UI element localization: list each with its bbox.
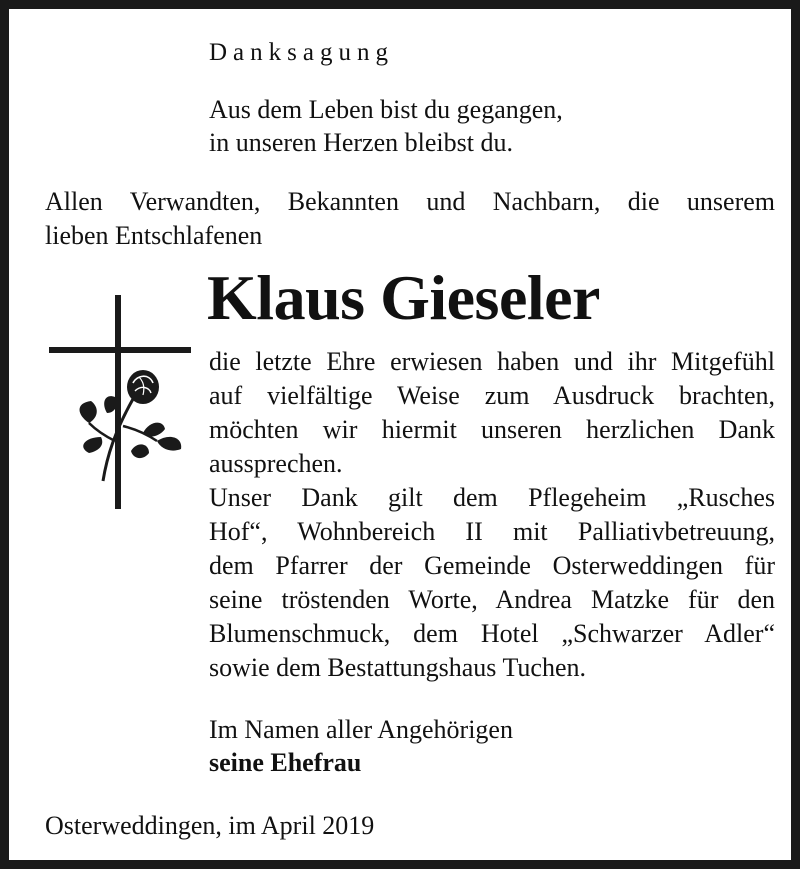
body-text bbox=[209, 345, 775, 685]
body-line: aussprechen. bbox=[209, 449, 343, 478]
body-line: möchten wir hiermit unseren herzlichen Dank bbox=[209, 415, 775, 444]
intro-text bbox=[45, 185, 775, 253]
body-line: auf vielfältige Weise zum Ausdruck brachten, bbox=[209, 381, 775, 410]
body-line: sowie dem Bestattungshaus Tuchen. bbox=[209, 653, 586, 682]
intro-line-1: Allen Verwandten, Bekannten und Nachbarn, die unserem bbox=[45, 187, 775, 216]
deceased-name: Klaus Gieseler bbox=[207, 262, 600, 333]
verse bbox=[209, 93, 563, 159]
signature: seine Ehefrau bbox=[209, 748, 362, 777]
body-line: seine tröstenden Worte, Andrea Matzke für den bbox=[209, 585, 775, 614]
body-line: die letzte Ehre erwiesen haben und ihr Mitgefühl bbox=[209, 347, 775, 376]
body-line: Hof“, Wohnbereich II mit Palliativbetreuung, bbox=[209, 517, 775, 546]
intro-line-2: lieben Entschlafenen bbox=[45, 221, 263, 250]
body-line: Blumenschmuck, dem Hotel „Schwarzer Adler“ bbox=[209, 619, 775, 648]
verse-line-1: Aus dem Leben bist du gegangen, bbox=[209, 95, 563, 124]
closing-line: Im Namen aller Angehörigen bbox=[209, 715, 513, 744]
place-date: Osterweddingen, im April 2019 bbox=[45, 811, 375, 840]
notice-heading: Danksagung bbox=[209, 39, 394, 66]
body-line: Unser Dank gilt dem Pflegeheim „Rusches bbox=[209, 483, 775, 512]
cross-with-rose-icon bbox=[45, 291, 195, 511]
body-line: dem Pfarrer der Gemeinde Osterweddingen für bbox=[209, 551, 775, 580]
verse-line-2: in unseren Herzen bleibst du. bbox=[209, 128, 513, 157]
